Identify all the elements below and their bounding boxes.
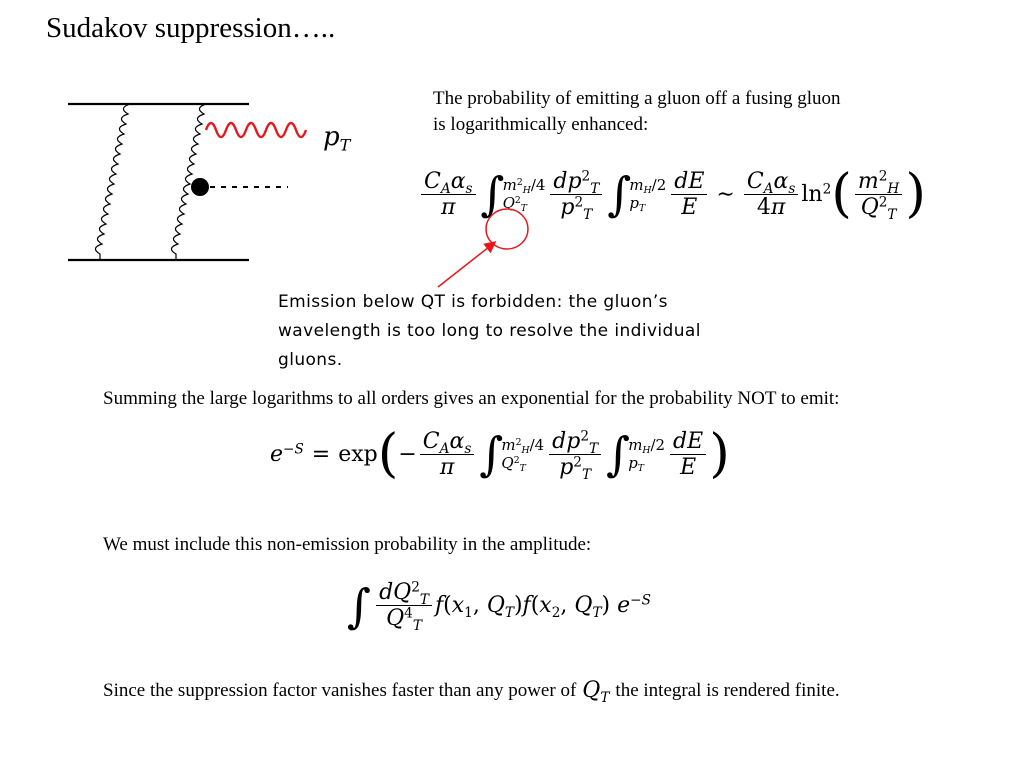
annotation-text — [278, 288, 701, 375]
intro-text-line2: is logarithmically enhanced: — [433, 114, 649, 135]
arrow-line — [438, 243, 494, 287]
feynman-diagram — [60, 90, 380, 275]
emission-probability-equation: $\frac{C_A\alpha_s}{\pi}$ ∫ $m^2_H/4$ $Q^2_T$ $\frac{dp^2_T}{p^2_T}$ ∫ $m_H/2$ $p_T$ $\frac{dE}{E}$ ∼ $\frac{C_A\alpha_s}{4\pi}$ $\ln^2$ ( $\frac{m^2_H}{Q^2_T}$ ) — [418, 168, 926, 221]
conclusion-text — [103, 678, 840, 706]
emitted-wavy-gluon — [206, 123, 306, 137]
annotation-line2: wavelength is too long to resolve the individual — [278, 321, 701, 341]
annotation-arrow — [430, 195, 540, 295]
summing-text: Summing the large logarithms to all orders gives an exponential for the probability NOT to emit: — [103, 388, 840, 409]
qt-symbol: $Q_T$ — [582, 678, 610, 706]
conclusion-part1: Since the suppression factor vanishes faster than any power of — [103, 679, 577, 701]
highlight-circle — [486, 209, 528, 249]
slide-title: Sudakov suppression….. — [46, 12, 336, 44]
include-text: We must include this non-emission probability in the amplitude: — [103, 534, 592, 555]
left-gluon-line — [95, 104, 130, 260]
conclusion-part2: the integral is rendered finite. — [615, 679, 840, 701]
amplitude-integral-equation: ∫ $\frac{dQ^2_T}{Q^4_T}$ $f(x_1$, $Q_T)f(x_2$, $Q_T$) $e^{-S}$ — [347, 578, 651, 635]
annotation-line1: Emission below QT is forbidden: the gluon’s — [278, 292, 668, 312]
intro-text-line1: The probability of emitting a gluon off a fusing gluon — [433, 88, 841, 109]
higgs-vertex-dot — [191, 178, 209, 196]
pt-label: $p_T$ — [323, 122, 351, 155]
annotation-line3: gluons. — [278, 350, 343, 370]
sudakov-exponential-equation: $e^{-S}$ = exp ( − $\frac{C_A\alpha_s}{\pi}$ ∫ $m^2_H/4$ $Q^2_T$ $\frac{dp^2_T}{p^2_T}$ ∫ $m_H/2$ $p_T$ $\frac{dE}{E}$ ) — [270, 423, 730, 484]
